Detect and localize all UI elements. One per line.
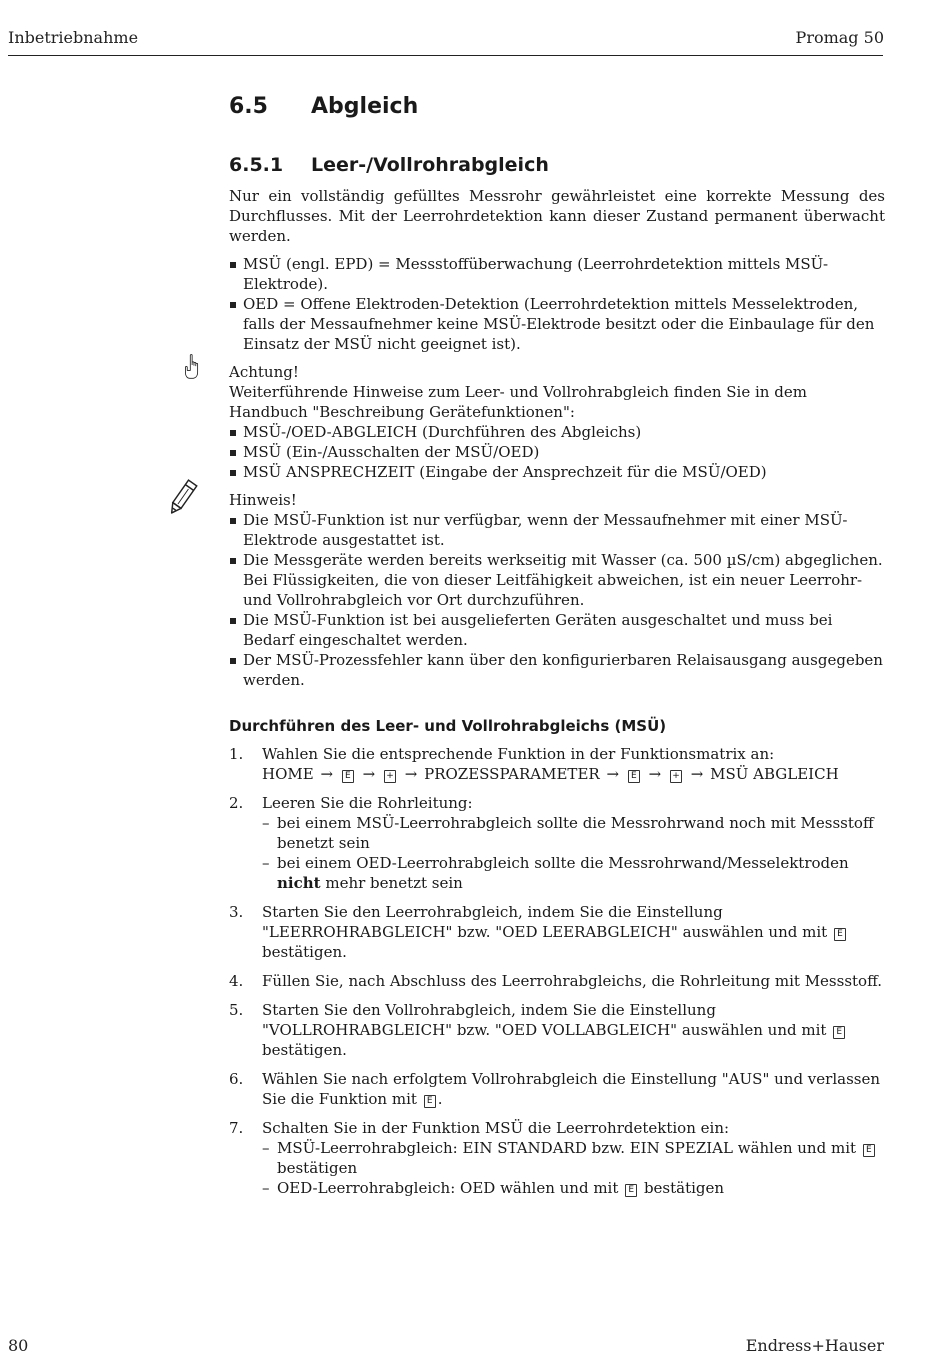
caution-list <box>229 422 885 482</box>
step-item <box>229 1069 885 1109</box>
procedure-steps <box>229 744 885 1198</box>
path-group: PROZESSPARAMETER <box>424 765 600 783</box>
note-title: Hinweis! <box>229 491 297 509</box>
enter-key-icon: E <box>863 1144 875 1157</box>
list-item: MSÜ (engl. EPD) = Messstoffüberwachung (Leerrohrdetektion mittels MSÜ-Elektrode). <box>229 254 885 294</box>
section-heading <box>229 92 885 122</box>
list-item: Der MSÜ-Prozessfehler kann über den konfigurierbaren Relaisausgang ausgegeben werden. <box>229 650 885 690</box>
subsection-heading <box>229 152 885 178</box>
sub-item: – bei einem MSÜ-Leerrohrabgleich sollte die Messrohrwand noch mit Messstoff benetzt sein <box>262 813 885 853</box>
enter-key-icon: E <box>628 770 640 783</box>
step-number: 7. <box>229 1119 244 1137</box>
step-item <box>229 1000 885 1060</box>
enter-key-icon: E <box>834 928 846 941</box>
list-item: MSÜ ANSPRECHZEIT (Eingabe der Ansprechzeit für die MSÜ/OED) <box>229 462 885 482</box>
emphasis-text: nicht <box>277 874 321 892</box>
step-text: Starten Sie den Leerrohrabgleich, indem Sie die Einstellung "LEERROHRABGLEICH" bzw. "OED LEERABGLEICH" auswählen und mit <box>262 903 828 941</box>
header-rule <box>8 55 883 56</box>
section-title: Abgleich <box>311 94 419 119</box>
section-number: 6.5 <box>229 94 268 119</box>
step-text: bestätigen. <box>262 943 347 961</box>
path-function: MSÜ ABGLEICH <box>710 765 839 783</box>
step-number: 4. <box>229 972 244 990</box>
running-header-product: Promag 50 <box>795 28 884 47</box>
arrow-right-icon: → <box>320 765 334 783</box>
step-text: Schalten Sie in der Funktion MSÜ die Leerrohrdetektion ein: <box>262 1119 730 1137</box>
caution-title: Achtung! <box>229 363 299 381</box>
step-text: . <box>437 1090 443 1108</box>
intro-paragraph: Nur ein vollständig gefülltes Messrohr gewährleistet eine korrekte Messung des Durchflusses. Mit der Leerrohrdetektion kann dieser Zustand permanent überwacht werden. <box>229 187 885 245</box>
enter-key-icon: E <box>833 1026 845 1039</box>
list-item: OED = Offene Elektroden-Detektion (Leerrohrdetektion mittels Messelektroden, falls der Messaufnehmer keine MSÜ-Elektrode besitzt oder die Einbaulage für den Einsatz der MSÜ nicht geeignet ist). <box>229 294 885 354</box>
sub-item-text: mehr benetzt sein <box>325 874 463 892</box>
sub-item-text: OED-Leerrohrabgleich: OED wählen und mit <box>277 1179 619 1197</box>
plus-key-icon: + <box>384 770 396 783</box>
note-list <box>229 510 885 690</box>
page-content <box>229 92 885 1207</box>
sub-item-text: bei einem OED-Leerrohrabgleich sollte die Messrohrwand/Messelektroden <box>277 854 849 872</box>
subsection-number: 6.5.1 <box>229 154 284 176</box>
step-text: Leeren Sie die Rohrleitung: <box>262 794 473 812</box>
path-home: HOME <box>262 765 314 783</box>
sub-item <box>262 1138 885 1178</box>
step-text: Starten Sie den Vollrohrabgleich, indem Sie die Einstellung "VOLLROHRABGLEICH" bzw. "OED VOLLABGLEICH" auswählen und mit <box>262 1001 827 1039</box>
step-item <box>229 793 885 893</box>
step-item <box>229 744 885 784</box>
menu-path <box>262 764 885 784</box>
step-text: Wahlen Sie die entsprechende Funktion in der Funktionsmatrix an: <box>262 745 775 763</box>
arrow-right-icon: → <box>690 765 704 783</box>
intro-bullet-list <box>229 254 885 354</box>
enter-key-icon: E <box>424 1095 436 1108</box>
pointing-hand-icon <box>183 348 211 388</box>
page-number: 80 <box>8 1336 29 1355</box>
step-number: 2. <box>229 794 244 812</box>
step-number: 1. <box>229 745 244 763</box>
list-item: Die Messgeräte werden bereits werkseitig mit Wasser (ca. 500 µS/cm) abgeglichen. Bei Flüssigkeiten, die von dieser Leitfähigkeit abweichen, ist ein neuer Leerrohr- und Vollrohrabgleich vor Ort durchzuführen. <box>229 550 885 610</box>
list-item: MSÜ-/OED-ABGLEICH (Durchführen des Abgleichs) <box>229 422 885 442</box>
running-header-chapter: Inbetriebnahme <box>8 28 139 47</box>
sub-list <box>262 1138 885 1198</box>
footer-brand: Endress+Hauser <box>745 1336 884 1355</box>
arrow-right-icon: → <box>362 765 376 783</box>
step-number: 3. <box>229 903 244 921</box>
step-text: bestätigen. <box>262 1041 347 1059</box>
step-item <box>229 1118 885 1198</box>
sub-item-text: bestätigen <box>277 1159 358 1177</box>
sub-item <box>262 1178 885 1198</box>
list-item: MSÜ (Ein-/Ausschalten der MSÜ/OED) <box>229 442 885 462</box>
step-item <box>229 902 885 962</box>
pencil-icon <box>161 478 203 520</box>
arrow-right-icon: → <box>648 765 662 783</box>
step-number: 6. <box>229 1070 244 1088</box>
list-item: Die MSÜ-Funktion ist bei ausgelieferten Geräten ausgeschaltet und muss bei Bedarf eingeschaltet werden. <box>229 610 885 650</box>
arrow-right-icon: → <box>606 765 620 783</box>
caution-block <box>229 362 885 482</box>
enter-key-icon: E <box>342 770 354 783</box>
subsection-title: Leer-/Vollrohrabgleich <box>311 154 549 176</box>
list-item: Die MSÜ-Funktion ist nur verfügbar, wenn der Messaufnehmer mit einer MSÜ-Elektrode ausgestattet ist. <box>229 510 885 550</box>
caution-text: Weiterführende Hinweise zum Leer- und Vollrohrabgleich finden Sie in dem Handbuch "Beschreibung Gerätefunktionen": <box>229 383 807 421</box>
enter-key-icon: E <box>625 1184 637 1197</box>
step-item <box>229 971 885 991</box>
step-number: 5. <box>229 1001 244 1019</box>
plus-key-icon: + <box>670 770 682 783</box>
sub-item-text: MSÜ-Leerrohrabgleich: EIN STANDARD bzw. EIN SPEZIAL wählen und mit <box>277 1139 857 1157</box>
sub-list <box>262 813 885 893</box>
arrow-right-icon: → <box>404 765 418 783</box>
note-block <box>229 490 885 690</box>
sub-item-text: bestätigen <box>643 1179 725 1197</box>
step-text: Wählen Sie nach erfolgtem Vollrohrabgleich die Einstellung "AUS" und verlassen Sie die Funktion mit <box>262 1070 881 1108</box>
procedure-heading: Durchführen des Leer- und Vollrohrabgleichs (MSÜ) <box>229 717 667 735</box>
step-text: Füllen Sie, nach Abschluss des Leerrohrabgleichs, die Rohrleitung mit Messstoff. <box>262 972 882 990</box>
sub-item <box>262 853 885 893</box>
